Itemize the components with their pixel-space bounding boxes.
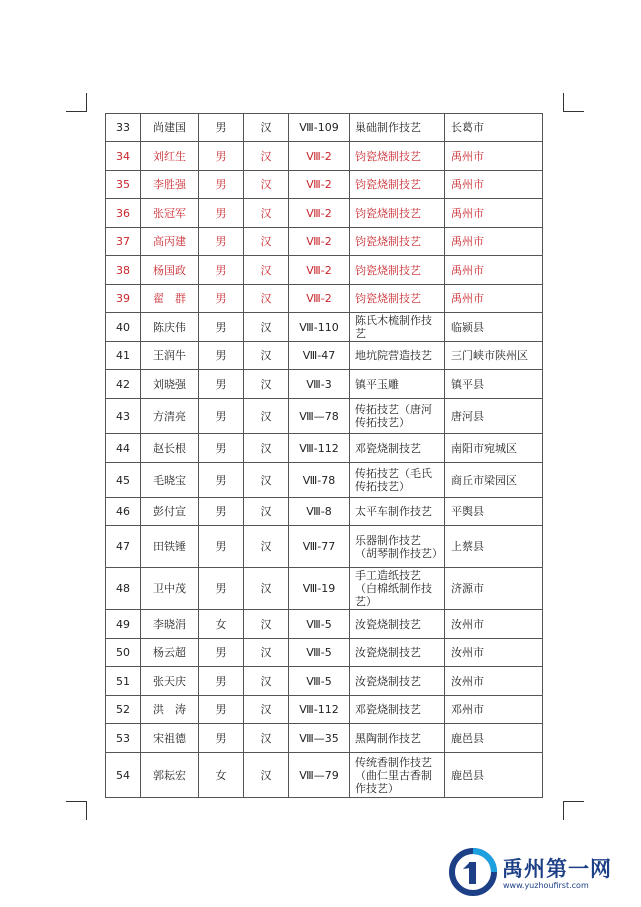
gender-cell: 男 — [199, 199, 244, 228]
inheritor-name-cell: 郭耘宏 — [141, 753, 199, 798]
region-cell: 禹州市 — [445, 285, 543, 313]
craft-name-cell: 邓瓷烧制技艺 — [350, 434, 445, 463]
ethnicity-cell: 汉 — [244, 342, 289, 370]
project-code-cell: Ⅷ—78 — [289, 399, 350, 434]
table-row — [106, 256, 543, 285]
project-code-cell: Ⅷ-2 — [289, 285, 350, 313]
gender-cell: 男 — [199, 724, 244, 753]
ethnicity-cell: 汉 — [244, 114, 289, 142]
ethnicity-cell: 汉 — [244, 434, 289, 463]
craft-name-cell: 钧瓷烧制技艺 — [350, 228, 445, 256]
craft-name-cell: 乐器制作技艺（胡琴制作技艺） — [350, 526, 445, 568]
region-cell: 上蔡县 — [445, 526, 543, 568]
inheritor-name-cell: 洪 涛 — [141, 696, 199, 724]
inheritor-name-cell: 刘晓强 — [141, 370, 199, 399]
region-cell: 禹州市 — [445, 171, 543, 199]
row-number-cell: 44 — [106, 434, 141, 463]
inheritor-name-cell: 高丙建 — [141, 228, 199, 256]
craft-name-cell: 传拓技艺（毛氏传拓技艺） — [350, 463, 445, 498]
project-code-cell: Ⅷ-2 — [289, 256, 350, 285]
gender-cell: 男 — [199, 171, 244, 199]
inheritor-name-cell: 张天庆 — [141, 667, 199, 696]
inheritor-name-cell: 李晓涓 — [141, 610, 199, 639]
row-number-cell: 39 — [106, 285, 141, 313]
craft-name-cell: 太平车制作技艺 — [350, 498, 445, 526]
table-row — [106, 285, 543, 313]
ethnicity-cell: 汉 — [244, 313, 289, 342]
region-cell: 汝州市 — [445, 667, 543, 696]
logo-url: www.yuzhoufirst.com — [503, 881, 589, 890]
crop-mark-top-right — [563, 93, 584, 112]
inheritor-name-cell: 宋祖德 — [141, 724, 199, 753]
inheritor-name-cell: 毛晓宝 — [141, 463, 199, 498]
gender-cell: 男 — [199, 399, 244, 434]
gender-cell: 男 — [199, 696, 244, 724]
inheritor-name-cell: 方清亮 — [141, 399, 199, 434]
gender-cell: 男 — [199, 313, 244, 342]
table-row — [106, 313, 543, 342]
table-row — [106, 498, 543, 526]
table-row — [106, 342, 543, 370]
project-code-cell: Ⅷ-2 — [289, 171, 350, 199]
region-cell: 唐河县 — [445, 399, 543, 434]
ethnicity-cell: 汉 — [244, 667, 289, 696]
project-code-cell: Ⅷ-2 — [289, 199, 350, 228]
inheritor-name-cell: 张冠军 — [141, 199, 199, 228]
row-number-cell: 45 — [106, 463, 141, 498]
project-code-cell: Ⅷ-78 — [289, 463, 350, 498]
project-code-cell: Ⅷ-19 — [289, 568, 350, 610]
craft-name-cell: 陈氏木梳制作技艺 — [350, 313, 445, 342]
region-cell: 禹州市 — [445, 199, 543, 228]
ethnicity-cell: 汉 — [244, 610, 289, 639]
project-code-cell: Ⅷ—35 — [289, 724, 350, 753]
table-row — [106, 199, 543, 228]
region-cell: 临颍县 — [445, 313, 543, 342]
crop-mark-bottom-right — [563, 801, 584, 820]
gender-cell: 男 — [199, 256, 244, 285]
region-cell: 南阳市宛城区 — [445, 434, 543, 463]
inheritor-name-cell: 翟 群 — [141, 285, 199, 313]
row-number-cell: 54 — [106, 753, 141, 798]
ethnicity-cell: 汉 — [244, 639, 289, 667]
region-cell: 禹州市 — [445, 256, 543, 285]
table-row — [106, 434, 543, 463]
row-number-cell: 40 — [106, 313, 141, 342]
row-number-cell: 42 — [106, 370, 141, 399]
craft-name-cell: 巢础制作技艺 — [350, 114, 445, 142]
row-number-cell: 51 — [106, 667, 141, 696]
project-code-cell: Ⅷ-5 — [289, 667, 350, 696]
project-code-cell: Ⅷ-2 — [289, 228, 350, 256]
logo-title: 禹州第一网 — [502, 857, 612, 881]
row-number-cell: 37 — [106, 228, 141, 256]
ethnicity-cell: 汉 — [244, 724, 289, 753]
project-code-cell: Ⅷ-110 — [289, 313, 350, 342]
ethnicity-cell: 汉 — [244, 498, 289, 526]
table-row — [106, 228, 543, 256]
ethnicity-cell: 汉 — [244, 568, 289, 610]
table-row — [106, 142, 543, 171]
inheritor-name-cell: 赵长根 — [141, 434, 199, 463]
ethnicity-cell: 汉 — [244, 142, 289, 171]
ethnicity-cell: 汉 — [244, 696, 289, 724]
inheritor-name-cell: 田铁锤 — [141, 526, 199, 568]
table-row — [106, 463, 543, 498]
craft-name-cell: 钧瓷烧制技艺 — [350, 285, 445, 313]
ethnicity-cell: 汉 — [244, 526, 289, 568]
region-cell: 平舆县 — [445, 498, 543, 526]
table-row — [106, 753, 543, 798]
row-number-cell: 43 — [106, 399, 141, 434]
row-number-cell: 38 — [106, 256, 141, 285]
craft-name-cell: 传统香制作技艺（曲仁里古香制作技艺） — [350, 753, 445, 798]
craft-name-cell: 镇平玉雕 — [350, 370, 445, 399]
row-number-cell: 46 — [106, 498, 141, 526]
craft-name-cell: 汝瓷烧制技艺 — [350, 639, 445, 667]
craft-name-cell: 汝瓷烧制技艺 — [350, 667, 445, 696]
gender-cell: 男 — [199, 639, 244, 667]
inheritor-name-cell: 杨云超 — [141, 639, 199, 667]
region-cell: 鹿邑县 — [445, 753, 543, 798]
table-row — [106, 399, 543, 434]
site-logo — [448, 847, 618, 897]
region-cell: 长葛市 — [445, 114, 543, 142]
ethnicity-cell: 汉 — [244, 171, 289, 199]
ethnicity-cell: 汉 — [244, 753, 289, 798]
craft-name-cell: 钧瓷烧制技艺 — [350, 256, 445, 285]
craft-name-cell: 钧瓷烧制技艺 — [350, 199, 445, 228]
crop-mark-bottom-left — [66, 801, 87, 820]
row-number-cell: 35 — [106, 171, 141, 199]
craft-name-cell: 钧瓷烧制技艺 — [350, 171, 445, 199]
project-code-cell: Ⅷ-47 — [289, 342, 350, 370]
gender-cell: 男 — [199, 526, 244, 568]
gender-cell: 男 — [199, 568, 244, 610]
region-cell: 镇平县 — [445, 370, 543, 399]
craft-name-cell: 地坑院营造技艺 — [350, 342, 445, 370]
ethnicity-cell: 汉 — [244, 199, 289, 228]
ethnicity-cell: 汉 — [244, 256, 289, 285]
region-cell: 商丘市梁园区 — [445, 463, 543, 498]
inheritor-name-cell: 李胜强 — [141, 171, 199, 199]
row-number-cell: 53 — [106, 724, 141, 753]
gender-cell: 男 — [199, 142, 244, 171]
region-cell: 汝州市 — [445, 610, 543, 639]
gender-cell: 男 — [199, 434, 244, 463]
table-row — [106, 610, 543, 639]
region-cell: 济源市 — [445, 568, 543, 610]
craft-name-cell: 手工造纸技艺（白棉纸制作技艺） — [350, 568, 445, 610]
table-row — [106, 667, 543, 696]
inheritor-table — [105, 113, 543, 798]
table-row — [106, 568, 543, 610]
project-code-cell: Ⅷ-2 — [289, 142, 350, 171]
ethnicity-cell: 汉 — [244, 285, 289, 313]
gender-cell: 男 — [199, 463, 244, 498]
row-number-cell: 34 — [106, 142, 141, 171]
project-code-cell: Ⅷ-112 — [289, 696, 350, 724]
region-cell: 禹州市 — [445, 142, 543, 171]
project-code-cell: Ⅷ-109 — [289, 114, 350, 142]
project-code-cell: Ⅷ-3 — [289, 370, 350, 399]
row-number-cell: 52 — [106, 696, 141, 724]
table-row — [106, 639, 543, 667]
ethnicity-cell: 汉 — [244, 370, 289, 399]
inheritor-name-cell: 王润牛 — [141, 342, 199, 370]
inheritor-name-cell: 尚建国 — [141, 114, 199, 142]
logo-emblem-icon — [448, 847, 498, 897]
table-row — [106, 370, 543, 399]
gender-cell: 男 — [199, 285, 244, 313]
table-body — [106, 114, 543, 798]
region-cell: 邓州市 — [445, 696, 543, 724]
inheritor-name-cell: 卫中茂 — [141, 568, 199, 610]
project-code-cell: Ⅷ—79 — [289, 753, 350, 798]
ethnicity-cell: 汉 — [244, 463, 289, 498]
region-cell: 三门峡市陕州区 — [445, 342, 543, 370]
crop-mark-top-left — [66, 93, 87, 112]
row-number-cell: 41 — [106, 342, 141, 370]
row-number-cell: 36 — [106, 199, 141, 228]
row-number-cell: 48 — [106, 568, 141, 610]
row-number-cell: 50 — [106, 639, 141, 667]
project-code-cell: Ⅷ-77 — [289, 526, 350, 568]
region-cell: 鹿邑县 — [445, 724, 543, 753]
craft-name-cell: 邓瓷烧制技艺 — [350, 696, 445, 724]
craft-name-cell: 传拓技艺（唐河传拓技艺） — [350, 399, 445, 434]
gender-cell: 男 — [199, 498, 244, 526]
inheritor-name-cell: 刘红生 — [141, 142, 199, 171]
gender-cell: 男 — [199, 114, 244, 142]
craft-name-cell: 汝瓷烧制技艺 — [350, 610, 445, 639]
table-row — [106, 526, 543, 568]
inheritor-name-cell: 彭付宣 — [141, 498, 199, 526]
project-code-cell: Ⅷ-5 — [289, 639, 350, 667]
row-number-cell: 47 — [106, 526, 141, 568]
region-cell: 汝州市 — [445, 639, 543, 667]
gender-cell: 男 — [199, 667, 244, 696]
inheritor-name-cell: 杨国政 — [141, 256, 199, 285]
inheritor-name-cell: 陈庆伟 — [141, 313, 199, 342]
project-code-cell: Ⅷ-5 — [289, 610, 350, 639]
table-row — [106, 696, 543, 724]
ethnicity-cell: 汉 — [244, 399, 289, 434]
craft-name-cell: 钧瓷烧制技艺 — [350, 142, 445, 171]
row-number-cell: 33 — [106, 114, 141, 142]
craft-name-cell: 黑陶制作技艺 — [350, 724, 445, 753]
row-number-cell: 49 — [106, 610, 141, 639]
gender-cell: 男 — [199, 370, 244, 399]
table-row — [106, 114, 543, 142]
table-row — [106, 171, 543, 199]
region-cell: 禹州市 — [445, 228, 543, 256]
table-row — [106, 724, 543, 753]
gender-cell: 女 — [199, 753, 244, 798]
gender-cell: 男 — [199, 228, 244, 256]
ethnicity-cell: 汉 — [244, 228, 289, 256]
project-code-cell: Ⅷ-112 — [289, 434, 350, 463]
gender-cell: 男 — [199, 342, 244, 370]
project-code-cell: Ⅷ-8 — [289, 498, 350, 526]
gender-cell: 女 — [199, 610, 244, 639]
